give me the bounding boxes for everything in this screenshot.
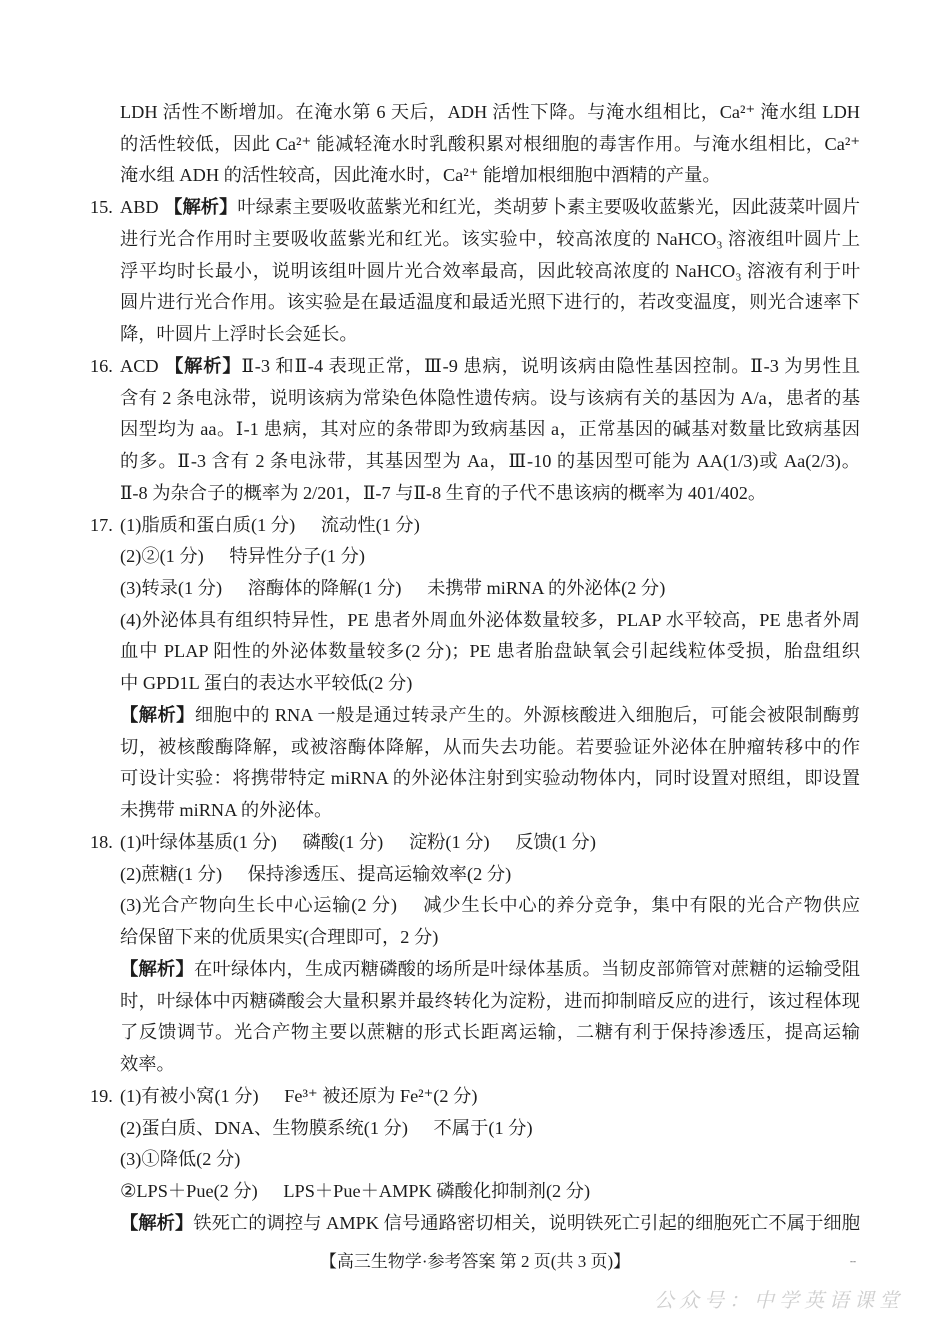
analysis-label: 【解析】 [164,197,238,218]
answer-body [0,97,950,1239]
text-line [0,446,950,478]
answer-segment: Fe³⁺ 被还原为 Fe²⁺(2 分) [284,1085,478,1106]
question-19-line [0,1081,950,1113]
answer-segment: 流动性(1 分) [320,514,420,535]
answer-segment: (3)光合产物向生长中心运输(2 分) [120,895,397,916]
item-number: 17. [90,514,113,535]
text-line [0,732,950,764]
line-text: 含有 2 条电泳带，说明该病为常染色体隐性遗传病。设与该病有关的基因为 A/a，患者的基 [120,387,860,408]
analysis-label: 【解析】 [120,1212,194,1233]
answer-segment: (2)②(1 分) [120,546,204,567]
text-line [0,954,950,986]
line-text: 进行光合作用时主要吸收蓝紫光和红光。该实验中，较高浓度的 NaHCO₃ 溶液组叶圆片上 [120,228,860,249]
text-line [0,319,950,351]
page-footer: 【高三生物学·参考答案 第 2 页(共 3 页)】 [319,1252,631,1271]
answer-choices: ACD [120,355,159,376]
text-line [0,478,950,510]
text-line [0,1208,950,1240]
line-text: 铁死亡的调控与 AMPK 信号通路密切相关，说明铁死亡引起的细胞死亡不属于细胞 [193,1212,860,1233]
text-line [0,859,950,891]
line-text: 可设计实验：将携带特定 miRNA 的外泌体注射到实验动物体内，同时设置对照组，即设置 [120,768,860,789]
line-text: 时，叶绿体中丙糖磷酸会大量积累并最终转化为淀粉，进而抑制暗反应的进行，该过程体现 [120,990,860,1011]
text-line [0,541,950,573]
answer-segment: (1)有被小窝(1 分) [120,1085,259,1106]
line-text: 血中 PLAP 阳性的外泌体数量较多(2 分)；PE 患者胎盘缺氧会引起线粒体受损，胎盘组织 [120,641,860,662]
analysis-label: 【解析】 [164,355,242,376]
answer-segment: ②LPS＋Pue(2 分) [120,1180,258,1201]
item-number: 16. [90,355,113,376]
question-17-line [0,510,950,542]
answer-segment: 未携带 miRNA 的外泌体(2 分) [427,578,666,599]
text-line [0,605,950,637]
watermark: 公众号：中学英语课堂 [654,1288,904,1312]
text-line [0,1144,950,1176]
answer-segment: 淀粉(1 分) [408,831,490,852]
line-text: 细胞中的 RNA 一般是通过转录产生的。外源核酸进入细胞后，可能会被限制酶剪 [194,704,861,725]
text-line [0,1049,950,1081]
text-line [0,986,950,1018]
line-text: (4)外泌体具有组织特异性，PE 患者外周血外泌体数量较多，PLAP 水平较高，PE 患者外周 [120,609,860,630]
answer-segment: LPS＋Pue＋AMPK 磷酸化抑制剂(2 分) [283,1180,591,1201]
answer-segment: (1)叶绿体基质(1 分) [120,831,277,852]
answer-segment: 减少生长中心的养分竞争，集中有限的光合产物供应 [422,895,861,916]
answer-segment: 反馈(1 分) [515,831,596,852]
text-line [0,700,950,732]
question-15-line [0,192,950,224]
text-line [0,256,950,288]
text-line [0,1176,950,1208]
text-line [0,383,950,415]
answer-segment: 磷酸(1 分) [302,831,384,852]
text-line [0,1017,950,1049]
text-line [0,1113,950,1145]
line-text: 因型均为 aa。Ⅰ-1 患病，其对应的条带即为致病基因 a，正常基因的碱基对数量比致病基因 [120,419,860,440]
line-text: 切，被核酸酶降解，或被溶酶体降解，从而失去功能。若要验证外泌体在肿瘤转移中的作 [120,736,860,757]
line-text: 未携带 miRNA 的外泌体。 [120,800,333,821]
line-text: 浮平均时长最小，说明该组叶圆片光合效率最高，因此较高浓度的 NaHCO₃ 溶液有利于叶 [120,260,860,281]
answer-segment: (3)①降低(2 分) [120,1149,241,1170]
line-text: 的多。Ⅱ-3 含有 2 条电泳带，其基因型为 Aa，Ⅲ-10 的基因型可能为 AA(1/3)或 Aa(2/3)。 [120,451,860,472]
text-line [0,922,950,954]
text-line [0,414,950,446]
line-text: LDH 活性不断增加。在淹水第 6 天后，ADH 活性下降。与淹水组相比，Ca²⁺ 淹水组 LDH [120,102,860,122]
line-text: 在叶绿体内，生成丙糖磷酸的场所是叶绿体基质。当韧皮部筛管对蔗糖的运输受阻 [194,958,861,979]
analysis-label: 【解析】 [120,704,195,725]
answer-segment: 溶酶体的降解(1 分) [247,578,402,599]
line-text: 圆片进行光合作用。该实验是在最适温度和最适光照下进行的，若改变温度，则光合速率下 [120,292,860,313]
text-line [0,890,950,922]
text-line [0,97,950,129]
text-line [0,224,950,256]
line-text: Ⅱ-8 为杂合子的概率为 2/201，Ⅱ-7 与Ⅱ-8 生育的子代不患该病的概率为 401/402。 [120,482,767,503]
item-number: 18. [90,831,113,852]
item-number: 15. [90,197,113,218]
line-text: Ⅱ-3 和Ⅱ-4 表现正常，Ⅲ-9 患病，说明该病由隐性基因控制。Ⅱ-3 为男性且 [241,355,860,376]
line-text: 效率。 [120,1054,175,1075]
answer-segment: (3)转录(1 分) [120,578,223,599]
line-text: 的活性较低，因此 Ca²⁺ 能减轻淹水时乳酸积累对根细胞的毒害作用。与淹水组相比，Ca²⁺ [120,133,860,154]
text-line [0,160,950,192]
line-text: 给保留下来的优质果实(合理即可，2 分) [120,927,439,948]
text-line [0,668,950,700]
answer-segment: (2)蔗糖(1 分) [120,863,223,884]
answer-segment: (2)蛋白质、DNA、生物膜系统(1 分) [120,1117,408,1138]
text-line [0,129,950,161]
text-line [0,763,950,795]
answer-segment: 不属于(1 分) [433,1117,533,1138]
line-text: 中 GPD1L 蛋白的表达水平较低(2 分) [120,673,413,694]
answer-segment: 保持渗透压、提高运输效率(2 分) [247,863,512,884]
text-line [0,795,950,827]
footer-mark: -- [850,1256,856,1266]
answer-segment: 特异性分子(1 分) [229,546,365,567]
line-text: 了反馈调节。光合产物主要以蔗糖的形式长距离运输，二糖有利于保持渗透压，提高运输 [120,1022,860,1043]
line-text: 叶绿素主要吸收蓝紫光和红光，类胡萝卜素主要吸收蓝紫光，因此菠菜叶圆片 [237,197,861,218]
line-text: 降，叶圆片上浮时长会延长。 [120,324,358,345]
answer-segment: (1)脂质和蛋白质(1 分) [120,514,296,535]
text-line [0,573,950,605]
text-line [0,636,950,668]
analysis-label: 【解析】 [120,958,195,979]
item-number: 19. [90,1085,113,1106]
question-18-line [0,827,950,859]
question-16-line [0,351,950,383]
answer-choices: ABD [120,197,159,218]
line-text: 淹水组 ADH 的活性较高，因此淹水时，Ca²⁺ 能增加根细胞中酒精的产量。 [120,165,721,186]
text-line [0,287,950,319]
